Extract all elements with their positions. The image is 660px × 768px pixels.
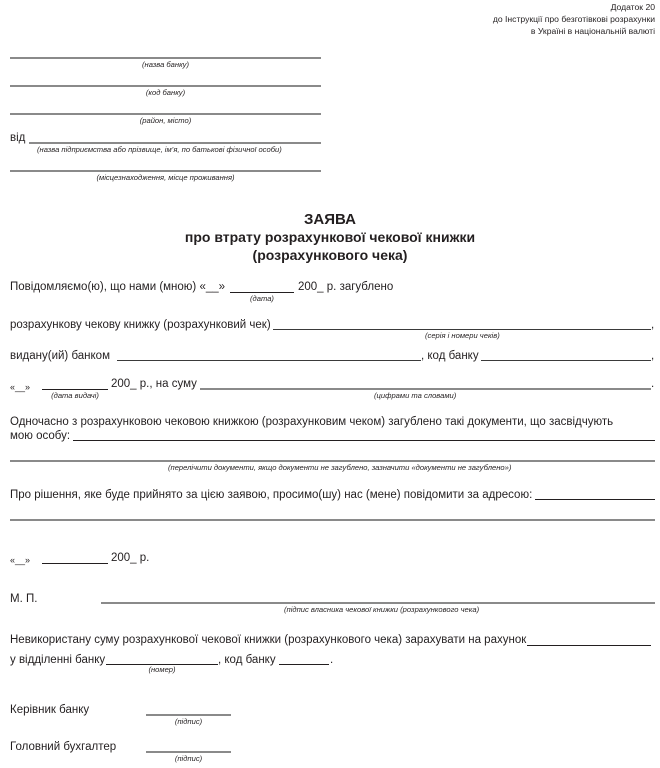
chief-accountant-label: Головний бухгалтер	[10, 741, 117, 753]
comma: ,	[651, 319, 655, 331]
documents-lost-text: Одночасно з розрахунковою чековою книжкою (розрахунковим чеком) загублено такі документи, що засвідчують	[10, 416, 614, 428]
application-day-field[interactable]: «__»	[10, 555, 31, 565]
loss-date-caption: (дата)	[250, 294, 274, 303]
branch-number-caption: (номер)	[148, 665, 176, 674]
issue-date-field[interactable]	[42, 389, 108, 390]
bank-name-field[interactable]	[10, 57, 321, 59]
appendix-reference-cont: в Україні в національній валюті	[530, 26, 655, 36]
loss-notice-text: Повідомляємо(ю), що нами (мною) «__»	[10, 281, 226, 293]
issuing-bank-field[interactable]	[117, 360, 421, 361]
notify-address-text: Про рішення, яке буде прийнято за цією заявою, просимо(шу) нас (мене) повідомити за адресою:	[10, 489, 533, 501]
bank-code-caption: (код банку)	[145, 88, 186, 97]
sum-field[interactable]	[200, 388, 651, 390]
address-caption: (місцезнаходження, місце проживання)	[96, 173, 235, 182]
loss-year-text: 200_ р. загублено	[298, 281, 394, 293]
document-subtitle-cont: (розрахункового чека)	[252, 247, 408, 263]
identity-label: мою особу:	[10, 430, 71, 442]
from-caption: (назва підприємства або прізвище, ім’я, по батькові фізичної особи)	[37, 145, 282, 154]
check-series-caption: (серія і номери чеків)	[425, 331, 500, 340]
notify-address-field[interactable]	[535, 499, 655, 500]
issue-year-text: 200_ р., на суму	[111, 378, 197, 390]
checkbook-text: розрахункову чекову книжку (розрахунковий чек)	[10, 319, 271, 331]
bank-code-field[interactable]	[10, 85, 321, 87]
identity-documents-field[interactable]	[73, 440, 655, 441]
issue-day-field[interactable]: «__»	[10, 382, 31, 392]
bank-code-text: , код банку	[421, 350, 479, 362]
document-title: ЗАЯВА	[304, 211, 356, 228]
from-label: від	[10, 132, 26, 144]
application-year-text: 200_ р.	[111, 552, 150, 564]
bank-head-signature-field[interactable]	[146, 714, 231, 716]
owner-signature-field[interactable]	[101, 602, 655, 604]
address-field[interactable]	[10, 170, 321, 172]
application-date-field[interactable]	[42, 563, 108, 564]
appendix-number: Додаток 20	[610, 2, 655, 12]
unused-sum-text: Невикористану суму розрахункової чекової книжки (розрахункового чека) зарахувати на рахунок	[10, 634, 527, 646]
appendix-reference: до Інструкції про безготівкові розрахунки	[492, 14, 655, 24]
district-caption: (район, місто)	[139, 116, 192, 125]
comma: ,	[651, 350, 655, 362]
branch-bank-code-field[interactable]	[279, 664, 329, 665]
bank-head-signature-caption: (підпис)	[174, 717, 203, 726]
bank-name-caption: (назва банку)	[141, 60, 189, 69]
issuing-bank-code-field[interactable]	[481, 360, 651, 361]
identity-documents-caption: (перелічити документи, якщо документи не загублено, зазначити «документи не загублено»)	[168, 463, 512, 472]
chief-accountant-signature-field[interactable]	[146, 751, 231, 753]
issued-by-bank-text: видану(ий) банком	[10, 350, 110, 362]
district-field[interactable]	[10, 113, 321, 115]
bank-head-label: Керівник банку	[10, 704, 90, 716]
identity-documents-field-cont[interactable]	[10, 460, 655, 462]
branch-bank-code-text: , код банку	[218, 654, 276, 666]
loss-date-field[interactable]	[230, 292, 294, 293]
document-subtitle: про втрату розрахункової чекової книжки	[184, 229, 476, 245]
account-number-field[interactable]	[527, 645, 651, 646]
period: .	[651, 378, 655, 390]
period: .	[330, 654, 334, 666]
stamp-place-label: М. П.	[10, 593, 38, 605]
branch-text: у відділенні банку	[10, 654, 106, 666]
issue-date-caption: (дата видачі)	[51, 391, 99, 400]
sum-caption: (цифрами та словами)	[374, 391, 457, 400]
from-field[interactable]	[29, 142, 321, 144]
check-series-field[interactable]	[273, 329, 651, 330]
notify-address-field-cont[interactable]	[10, 519, 655, 521]
owner-signature-caption: (підпис власника чекової книжки (розрахункового чека)	[284, 605, 480, 614]
chief-accountant-signature-caption: (підпис)	[174, 754, 203, 763]
